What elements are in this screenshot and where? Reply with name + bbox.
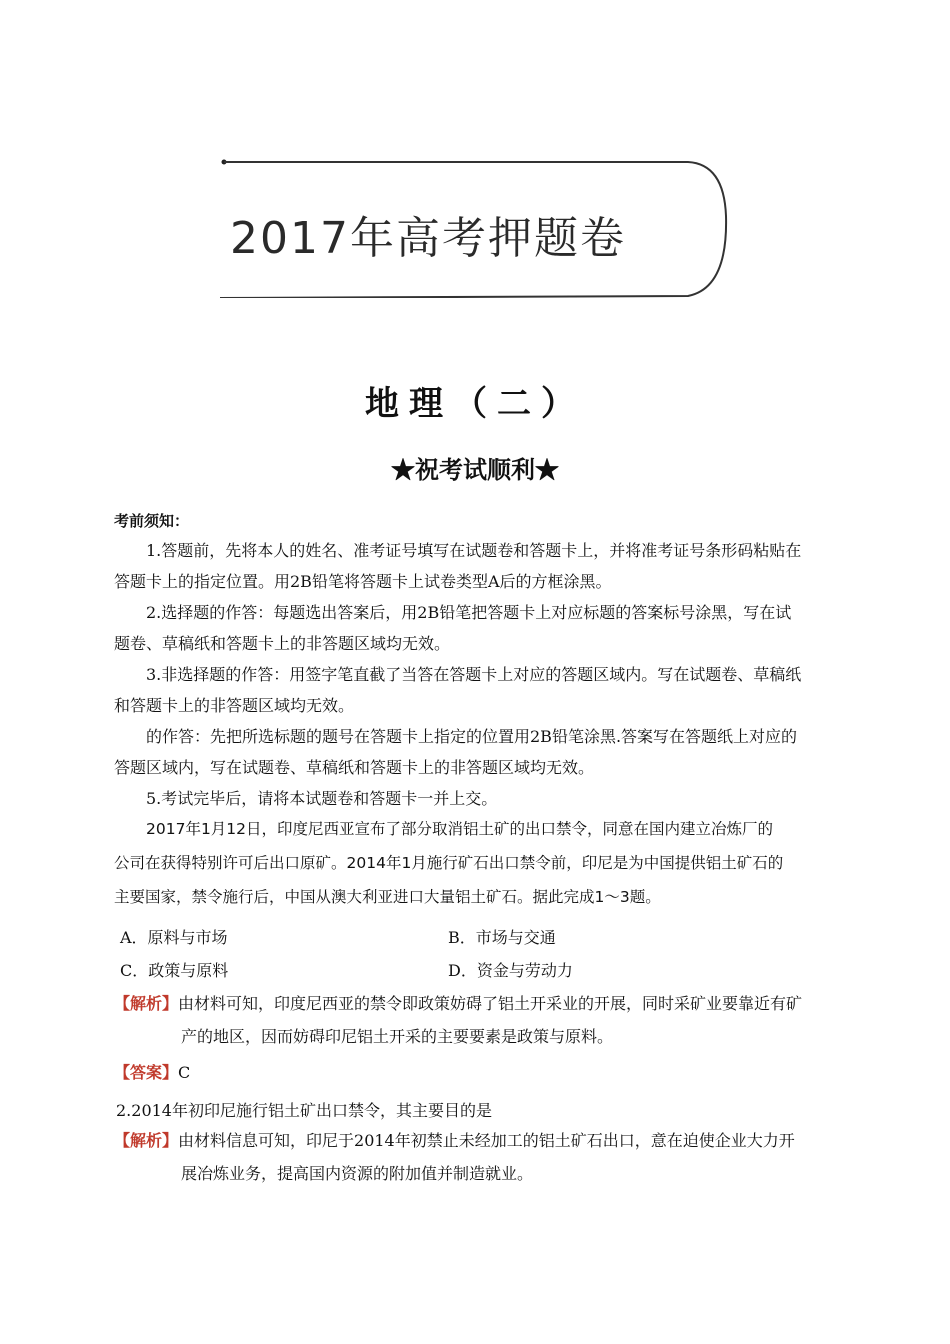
blessing-text: ★祝考试顺利★ bbox=[391, 455, 559, 484]
notice-item-2-line1: 2.选择题的作答：每题选出答案后，用2B铅笔把答题卡上对应标题的答案标号涂黑，写在试 bbox=[146, 603, 792, 622]
q1-answer-value: C bbox=[178, 1063, 191, 1082]
q1-answer bbox=[114, 1056, 838, 1089]
answer-tag: 【答案】 bbox=[114, 1063, 179, 1082]
material-line-3: 主要国家，禁令施行后，中国从澳大利亚进口大量铝土矿石。据此完成1～3题。 bbox=[114, 888, 661, 906]
analysis-tag: 【解析】 bbox=[114, 1131, 179, 1150]
option-a: A．原料与市场 bbox=[120, 928, 228, 947]
notice-item-3-line2: 和答题卡上的非答题区域均无效。 bbox=[114, 696, 355, 715]
q1-analysis-line2: 产的地区，因而妨碍印尼铝土开采的主要要素是政策与原料。 bbox=[181, 1027, 614, 1046]
q1-analysis bbox=[114, 987, 838, 1053]
exam-title: 2017年高考押题卷 bbox=[230, 213, 626, 264]
option-b: B．市场与交通 bbox=[448, 928, 556, 947]
notice-item-5 bbox=[114, 783, 838, 814]
q2-analysis bbox=[114, 1124, 838, 1190]
q2-question: 2.2014年初印尼施行铝土矿出口禁令，其主要目的是 bbox=[116, 1101, 492, 1120]
notice-item-3-line1: 3.非选择题的作答：用签字笔直截了当答在答题卡上对应的答题区域内。写在试题卷、草稿纸 bbox=[146, 665, 802, 684]
q2-analysis-line1: 由材料信息可知，印尼于2014年初禁止未经加工的铝土矿石出口，意在迫使企业大力开 bbox=[178, 1131, 795, 1150]
notice-item-4-line1: 的作答：先把所选标题的题号在答题卡上指定的位置用2B铅笔涂黑.答案写在答题纸上对应的 bbox=[146, 727, 798, 746]
material-line-1: 2017年1月12日，印度尼西亚宣布了部分取消铝土矿的出口禁令，同意在国内建立冶炼厂的 bbox=[146, 820, 774, 838]
notice-heading: 考前须知： bbox=[114, 512, 190, 530]
subject-title: 地理（二） bbox=[365, 384, 585, 424]
notice-item-4-line2: 答题区域内，写在试题卷、草稿纸和答题卡上的非答题区域均无效。 bbox=[114, 758, 595, 777]
option-c: C．政策与原料 bbox=[120, 961, 229, 980]
title-banner bbox=[218, 156, 730, 298]
notice-item-4 bbox=[114, 721, 838, 783]
analysis-tag: 【解析】 bbox=[114, 994, 179, 1013]
notice-item-1-line1: 1.答题前，先将本人的姓名、准考证号填写在试题卷和答题卡上，并将准考证号条形码粘贴在 bbox=[146, 541, 802, 560]
q2-analysis-line2: 展冶炼业务，提高国内资源的附加值并制造就业。 bbox=[181, 1164, 534, 1183]
material-paragraph bbox=[114, 812, 838, 914]
q1-analysis-line1: 由材料可知，印度尼西亚的禁令即政策妨碍了铝土开采业的开展，同时采矿业要靠近有矿 bbox=[178, 994, 803, 1013]
notice-item-2 bbox=[114, 597, 838, 659]
option-d: D．资金与劳动力 bbox=[448, 961, 573, 980]
notice-item-5-line1: 5.考试完毕后，请将本试题卷和答题卡一并上交。 bbox=[146, 789, 498, 808]
notice-item-1 bbox=[114, 535, 838, 597]
notice-item-1-line2: 答题卡上的指定位置。用2B铅笔将答题卡上试卷类型A后的方框涂黑。 bbox=[114, 572, 612, 591]
notice-item-2-line2: 题卷、草稿纸和答题卡上的非答题区域均无效。 bbox=[114, 634, 451, 653]
notice-item-3 bbox=[114, 659, 838, 721]
material-line-2: 公司在获得特别许可后出口原矿。2014年1月施行矿石出口禁令前，印尼是为中国提供铝土矿石的 bbox=[114, 854, 784, 872]
